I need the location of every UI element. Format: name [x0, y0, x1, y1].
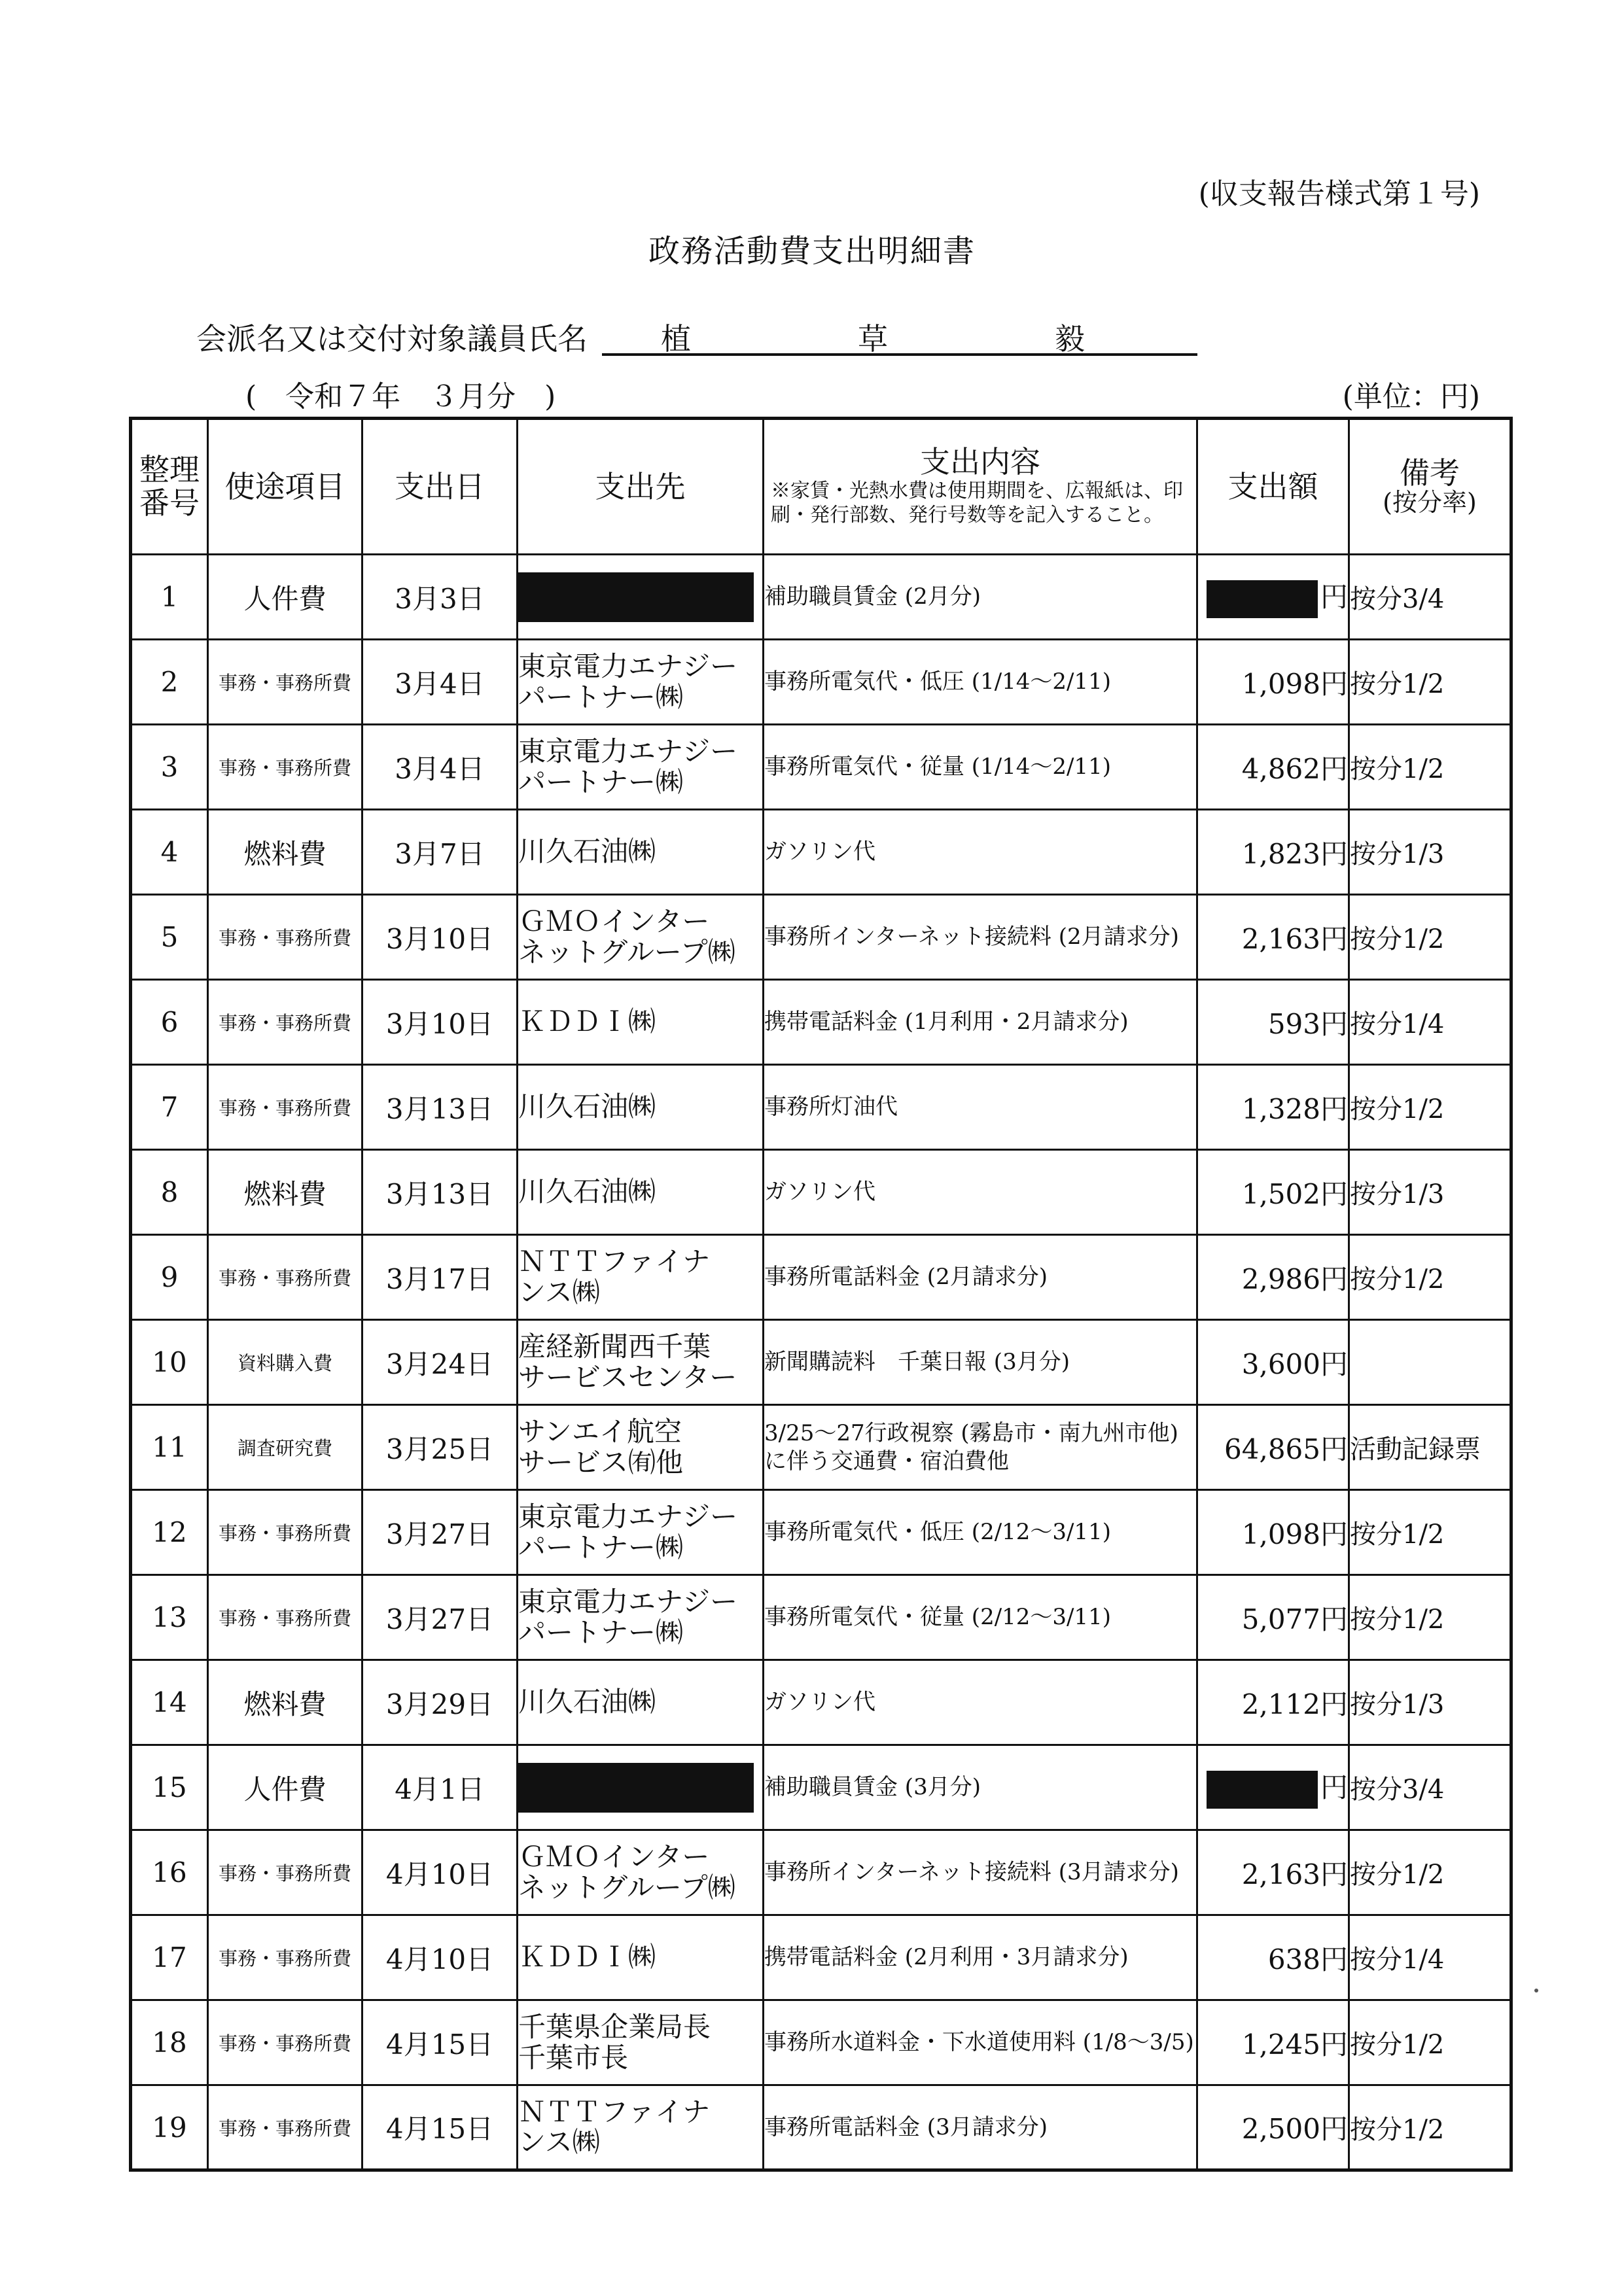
payment-date: 3月24日	[362, 1320, 518, 1405]
table-row	[131, 1745, 1511, 1830]
form-number: (収支報告様式第１号)	[1198, 177, 1480, 211]
member-name-char: 毅	[1055, 321, 1085, 357]
payment-date: 3月27日	[362, 1575, 518, 1660]
scan-speck	[1534, 1989, 1538, 1992]
usage-item: 事務・事務所費	[208, 1065, 362, 1150]
row-number: 13	[131, 1575, 208, 1660]
expense-detail: 事務所インターネット接続料 (3月請求分)	[764, 1830, 1197, 1915]
redaction-block	[518, 1763, 754, 1813]
amount: 2,163円	[1197, 895, 1349, 980]
payment-date: 3月10日	[362, 895, 518, 980]
header-remarks-title: 備考	[1400, 455, 1460, 491]
amount: 638円	[1197, 1915, 1349, 2000]
row-number: 16	[131, 1830, 208, 1915]
table-row	[131, 895, 1511, 980]
amount-unit: 円	[1320, 581, 1348, 613]
payment-date: 3月27日	[362, 1490, 518, 1575]
remarks: 按分1/3	[1349, 1150, 1511, 1235]
payment-date: 3月29日	[362, 1660, 518, 1745]
header-item: 使途項目	[208, 419, 362, 555]
amount-unit: 円	[1320, 1771, 1348, 1803]
payee: 川久石油㈱	[518, 810, 764, 895]
remarks: 按分3/4	[1349, 555, 1511, 640]
table-row	[131, 1235, 1511, 1320]
payment-date: 3月13日	[362, 1065, 518, 1150]
table-row	[131, 555, 1511, 640]
amount: 1,098円	[1197, 640, 1349, 725]
member-name-char: 植	[661, 321, 691, 357]
remarks: 按分1/3	[1349, 810, 1511, 895]
expenditure-table	[129, 417, 1513, 2172]
usage-item: 事務・事務所費	[208, 1235, 362, 1320]
row-number: 8	[131, 1150, 208, 1235]
table-row	[131, 810, 1511, 895]
expense-detail: ガソリン代	[764, 1150, 1197, 1235]
redaction-block	[1207, 580, 1318, 618]
header-row	[131, 419, 1511, 555]
table-row	[131, 725, 1511, 810]
header-amount: 支出額	[1197, 419, 1349, 555]
payment-date: 3月17日	[362, 1235, 518, 1320]
amount: 4,862円	[1197, 725, 1349, 810]
usage-item: 燃料費	[208, 1150, 362, 1235]
table-row	[131, 1405, 1511, 1490]
row-number: 7	[131, 1065, 208, 1150]
amount: 64,865円	[1197, 1405, 1349, 1490]
expense-detail: 新聞購読料 千葉日報 (3月分)	[764, 1320, 1197, 1405]
remarks: 按分1/2	[1349, 1065, 1511, 1150]
payee: ＧＭＯインター ネットグループ㈱	[518, 1830, 764, 1915]
header-date: 支出日	[362, 419, 518, 555]
expense-detail: 補助職員賃金 (3月分)	[764, 1745, 1197, 1830]
payee: 川久石油㈱	[518, 1660, 764, 1745]
payment-date: 3月4日	[362, 640, 518, 725]
row-number: 19	[131, 2085, 208, 2170]
payee: ＧＭＯインター ネットグループ㈱	[518, 895, 764, 980]
amount-redacted	[1197, 1745, 1349, 1830]
remarks: 按分1/2	[1349, 640, 1511, 725]
payment-date: 3月13日	[362, 1150, 518, 1235]
row-number: 2	[131, 640, 208, 725]
expense-detail: 事務所電気代・従量 (1/14～2/11)	[764, 725, 1197, 810]
header-detail-note: ※家賃・光熱水費は使用期間を、広報紙は、印刷・発行部数、発行号数等を記入すること。	[771, 479, 1183, 527]
table-row	[131, 1150, 1511, 1235]
table-row	[131, 1065, 1511, 1150]
expense-detail: 3/25～27行政視察 (霧島市・南九州市他) に伴う交通費・宿泊費他	[764, 1405, 1197, 1490]
header-remarks-sub: (按分率)	[1383, 488, 1477, 517]
header-detail	[764, 419, 1197, 555]
row-number: 14	[131, 1660, 208, 1745]
expense-detail: ガソリン代	[764, 810, 1197, 895]
usage-item: 事務・事務所費	[208, 1490, 362, 1575]
table-row	[131, 980, 1511, 1065]
expense-detail: 携帯電話料金 (1月利用・2月請求分)	[764, 980, 1197, 1065]
payee: ＫＤＤＩ㈱	[518, 980, 764, 1065]
table-body	[131, 555, 1511, 2170]
row-number: 12	[131, 1490, 208, 1575]
amount-redacted	[1197, 555, 1349, 640]
table-row	[131, 1660, 1511, 1745]
table-row	[131, 1320, 1511, 1405]
payment-date: 3月3日	[362, 555, 518, 640]
amount: 2,986円	[1197, 1235, 1349, 1320]
payment-date: 3月25日	[362, 1405, 518, 1490]
remarks: 按分1/4	[1349, 1915, 1511, 2000]
payment-date: 4月10日	[362, 1915, 518, 2000]
remarks: 按分1/2	[1349, 1575, 1511, 1660]
member-label: 会派名又は交付対象議員氏名	[196, 321, 588, 357]
expense-detail: 事務所灯油代	[764, 1065, 1197, 1150]
amount: 3,600円	[1197, 1320, 1349, 1405]
expense-detail: 補助職員賃金 (2月分)	[764, 555, 1197, 640]
usage-item: 調査研究費	[208, 1405, 362, 1490]
amount: 593円	[1197, 980, 1349, 1065]
row-number: 6	[131, 980, 208, 1065]
expense-detail: 事務所電話料金 (3月請求分)	[764, 2085, 1197, 2170]
amount: 2,112円	[1197, 1660, 1349, 1745]
payee: ＫＤＤＩ㈱	[518, 1915, 764, 2000]
usage-item: 資料購入費	[208, 1320, 362, 1405]
amount: 2,500円	[1197, 2085, 1349, 2170]
expense-detail: ガソリン代	[764, 1660, 1197, 1745]
remarks: 按分1/2	[1349, 1235, 1511, 1320]
amount: 1,098円	[1197, 1490, 1349, 1575]
remarks: 按分1/2	[1349, 725, 1511, 810]
row-number: 4	[131, 810, 208, 895]
amount: 1,823円	[1197, 810, 1349, 895]
payee: 産経新聞西千葉 サービスセンター	[518, 1320, 764, 1405]
payee: 川久石油㈱	[518, 1150, 764, 1235]
payee: ＮＴＴファイナ ンス㈱	[518, 2085, 764, 2170]
table-row	[131, 1575, 1511, 1660]
usage-item: 事務・事務所費	[208, 980, 362, 1065]
table-row	[131, 2000, 1511, 2085]
currency-unit: (単位：円)	[1342, 380, 1480, 413]
remarks	[1349, 1320, 1511, 1405]
usage-item: 事務・事務所費	[208, 1830, 362, 1915]
header-remarks	[1349, 419, 1511, 555]
payment-date: 4月10日	[362, 1830, 518, 1915]
document-title: 政務活動費支出明細書	[648, 233, 976, 270]
payee: 東京電力エナジー パートナー㈱	[518, 1490, 764, 1575]
usage-item: 人件費	[208, 1745, 362, 1830]
row-number: 17	[131, 1915, 208, 2000]
row-number: 9	[131, 1235, 208, 1320]
usage-item: 事務・事務所費	[208, 1915, 362, 2000]
header-payee: 支出先	[518, 419, 764, 555]
remarks: 按分1/2	[1349, 1830, 1511, 1915]
row-number: 11	[131, 1405, 208, 1490]
remarks: 按分1/2	[1349, 1490, 1511, 1575]
amount: 1,502円	[1197, 1150, 1349, 1235]
row-number: 18	[131, 2000, 208, 2085]
remarks: 按分1/4	[1349, 980, 1511, 1065]
expense-detail: 事務所水道料金・下水道使用料 (1/8～3/5)	[764, 2000, 1197, 2085]
redaction-block	[1207, 1771, 1318, 1809]
usage-item: 事務・事務所費	[208, 1575, 362, 1660]
usage-item: 人件費	[208, 555, 362, 640]
amount: 5,077円	[1197, 1575, 1349, 1660]
remarks: 按分1/3	[1349, 1660, 1511, 1745]
payee-redacted	[518, 555, 764, 640]
payee: 東京電力エナジー パートナー㈱	[518, 640, 764, 725]
table-row	[131, 640, 1511, 725]
remarks: 按分3/4	[1349, 1745, 1511, 1830]
expense-detail: 携帯電話料金 (2月利用・3月請求分)	[764, 1915, 1197, 2000]
usage-item: 燃料費	[208, 810, 362, 895]
expense-detail: 事務所電気代・従量 (2/12～3/11)	[764, 1575, 1197, 1660]
payment-date: 3月10日	[362, 980, 518, 1065]
payment-date: 4月15日	[362, 2085, 518, 2170]
amount: 1,328円	[1197, 1065, 1349, 1150]
table-row	[131, 1830, 1511, 1915]
report-period: ( 令和７年 ３月分 )	[245, 380, 556, 413]
usage-item: 事務・事務所費	[208, 640, 362, 725]
header-no: 整理番号	[131, 419, 208, 555]
usage-item: 事務・事務所費	[208, 895, 362, 980]
expense-detail: 事務所インターネット接続料 (2月請求分)	[764, 895, 1197, 980]
remarks: 按分1/2	[1349, 2000, 1511, 2085]
table-row	[131, 2085, 1511, 2170]
member-name	[602, 315, 1197, 356]
payee: 東京電力エナジー パートナー㈱	[518, 725, 764, 810]
usage-item: 事務・事務所費	[208, 725, 362, 810]
header-detail-title: 支出内容	[920, 444, 1040, 480]
payee: 東京電力エナジー パートナー㈱	[518, 1575, 764, 1660]
row-number: 5	[131, 895, 208, 980]
remarks: 活動記録票	[1349, 1405, 1511, 1490]
payment-date: 3月4日	[362, 725, 518, 810]
payee: 千葉県企業局長 千葉市長	[518, 2000, 764, 2085]
payee-redacted	[518, 1745, 764, 1830]
amount: 1,245円	[1197, 2000, 1349, 2085]
amount: 2,163円	[1197, 1830, 1349, 1915]
remarks: 按分1/2	[1349, 895, 1511, 980]
row-number: 15	[131, 1745, 208, 1830]
expense-detail: 事務所電話料金 (2月請求分)	[764, 1235, 1197, 1320]
row-number: 3	[131, 725, 208, 810]
usage-item: 事務・事務所費	[208, 2000, 362, 2085]
member-name-char: 草	[858, 321, 888, 357]
payee: 川久石油㈱	[518, 1065, 764, 1150]
payee: ＮＴＴファイナ ンス㈱	[518, 1235, 764, 1320]
payment-date: 4月1日	[362, 1745, 518, 1830]
payee: サンエイ航空 サービス㈲他	[518, 1405, 764, 1490]
usage-item: 燃料費	[208, 1660, 362, 1745]
table-row	[131, 1490, 1511, 1575]
expense-detail: 事務所電気代・低圧 (1/14～2/11)	[764, 640, 1197, 725]
payment-date: 3月7日	[362, 810, 518, 895]
redaction-block	[518, 572, 754, 622]
usage-item: 事務・事務所費	[208, 2085, 362, 2170]
row-number: 10	[131, 1320, 208, 1405]
remarks: 按分1/2	[1349, 2085, 1511, 2170]
row-number: 1	[131, 555, 208, 640]
table-row	[131, 1915, 1511, 2000]
payment-date: 4月15日	[362, 2000, 518, 2085]
expense-detail: 事務所電気代・低圧 (2/12～3/11)	[764, 1490, 1197, 1575]
